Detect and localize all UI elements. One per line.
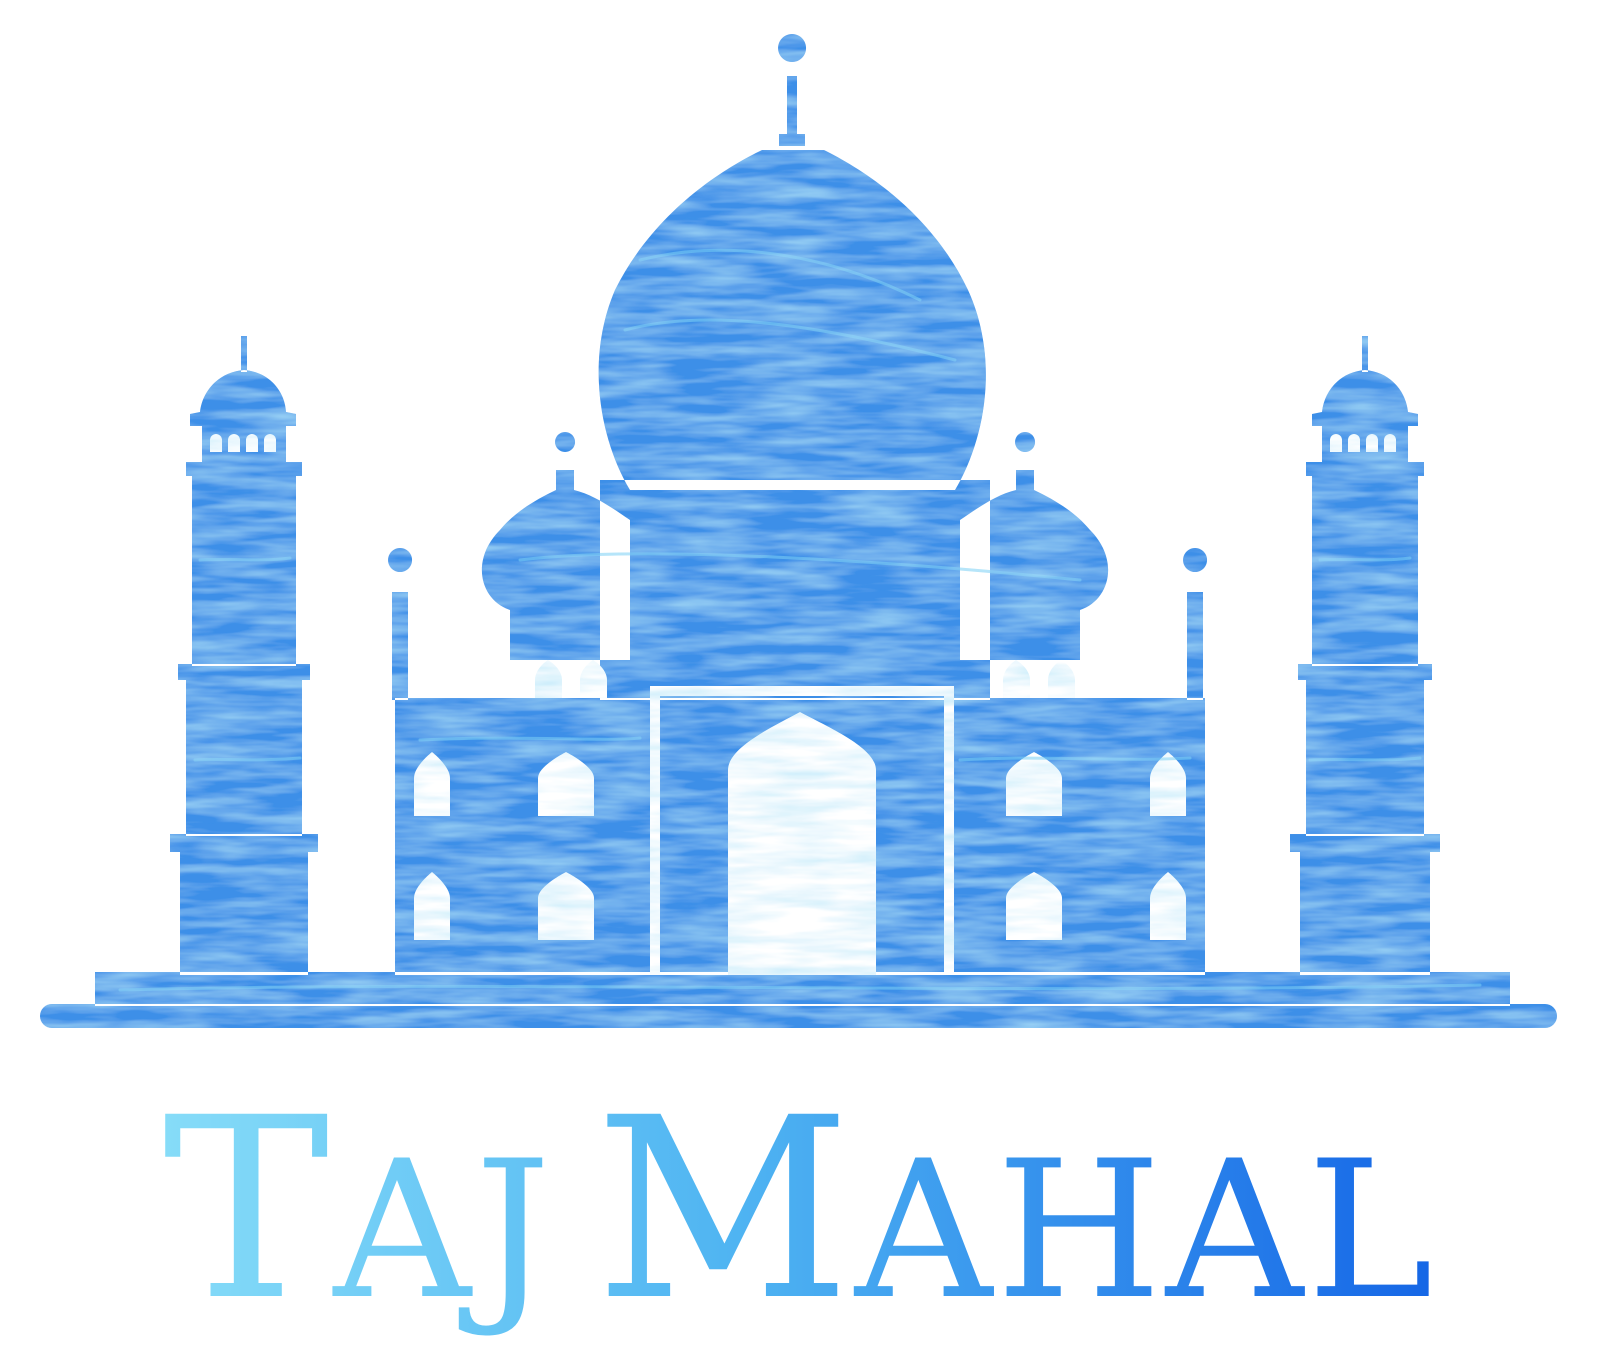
title-first-rest: AJ <box>333 1120 555 1341</box>
title-first-initial: T <box>162 1064 334 1355</box>
taj-mahal-silhouette <box>40 34 1557 1028</box>
title-second-initial: M <box>594 1064 855 1355</box>
title-second-rest: AHAL <box>854 1120 1438 1341</box>
logo-title <box>163 1064 1437 1355</box>
